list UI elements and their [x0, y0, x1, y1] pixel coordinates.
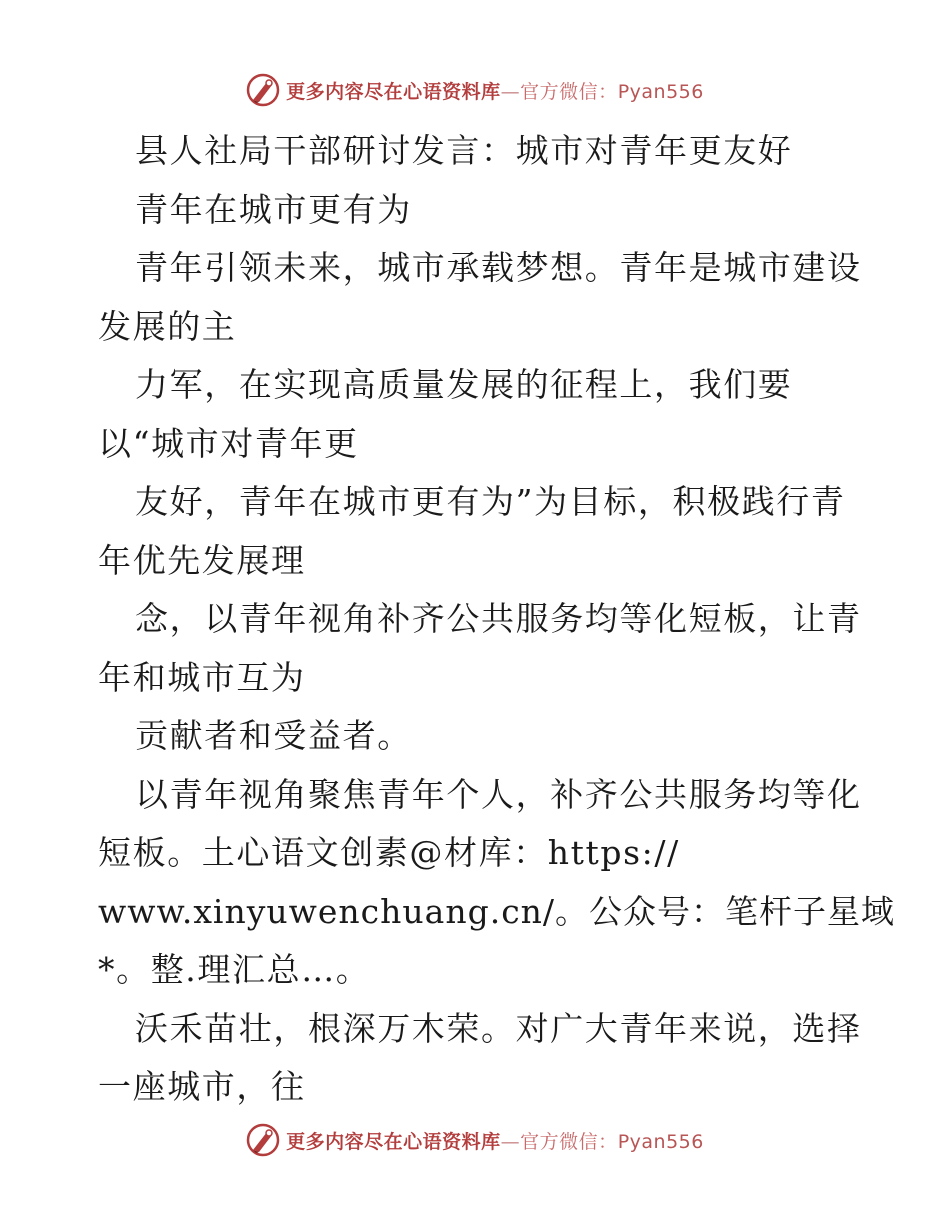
paragraph-line: 以青年视角聚焦青年个人，补齐公共服务均等化	[135, 774, 862, 814]
paragraph-line: 力军，在实现高质量发展的征程上，我们要	[135, 365, 793, 404]
paragraph-line: 年和城市互为	[98, 657, 306, 697]
paragraph-line: www.xinyuwenchuang.cn/。公众号：笔杆子星域	[98, 891, 896, 931]
title-line: 县人社局干部研讨发言：城市对青年更友好	[135, 131, 793, 170]
paragraph-line: 念，以青年视角补齐公共服务均等化短板，让青	[135, 599, 862, 638]
watermark-separator: —	[500, 1130, 521, 1153]
watermark-label: 官方微信：	[520, 1130, 618, 1153]
paragraph-line: 沃禾苗壮，根深万木荣。对广大青年来说，选择	[135, 1008, 862, 1048]
paragraph-line: 年优先发展理	[98, 540, 306, 580]
watermark-handle: Pyan556	[617, 1130, 704, 1153]
paragraph-line: 青年引领未来，城市承载梦想。青年是城市建设	[135, 248, 862, 287]
watermark-text	[286, 77, 704, 104]
footer-watermark	[0, 1120, 950, 1160]
paragraph-line: 贡献者和受益者。	[135, 716, 412, 755]
watermark-label: 官方微信：	[520, 80, 618, 103]
subtitle-line: 青年在城市更有为	[135, 189, 412, 229]
watermark-separator: —	[500, 80, 521, 103]
watermark-brand: 更多内容尽在心语资料库	[286, 1130, 501, 1153]
paragraph-line: 一座城市，往	[98, 1067, 306, 1106]
watermark-text	[286, 1127, 704, 1154]
watermark-brand: 更多内容尽在心语资料库	[286, 80, 501, 103]
paragraph-line: 以“城市对青年更	[98, 423, 359, 463]
watermark-handle: Pyan556	[617, 80, 704, 103]
paragraph-line: 短板。土心语文创素@材库：https://	[98, 833, 680, 872]
paragraph-line: 发展的主	[98, 306, 237, 346]
document-body	[98, 122, 896, 1117]
pen-logo-icon	[246, 1123, 280, 1157]
pen-logo-icon	[246, 73, 280, 107]
header-watermark	[0, 70, 950, 110]
paragraph-line: 友好，青年在城市更有为”为目标，积极践行青	[135, 482, 846, 521]
paragraph-line: *。整.理汇总…。	[98, 950, 371, 989]
